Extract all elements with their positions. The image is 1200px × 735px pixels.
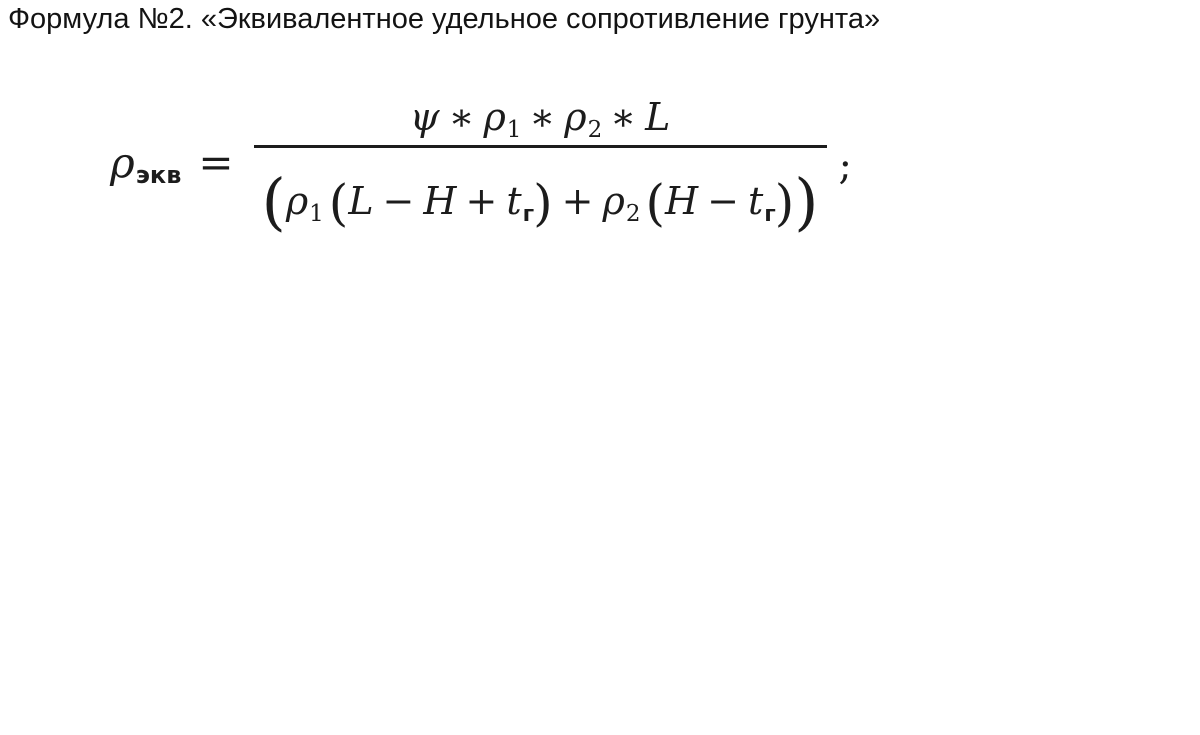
rho-2-symbol: ρ <box>564 95 587 139</box>
rho-2-subscript-den: 2 <box>625 201 641 227</box>
rho-symbol: ρ <box>110 137 135 187</box>
L-symbol-group1: L <box>348 179 374 223</box>
group-2-open-paren: ( <box>645 174 666 232</box>
group-1-close-paren: ) <box>533 174 553 232</box>
rho-1-symbol: ρ <box>483 95 506 139</box>
plus-op-main: + <box>561 179 594 223</box>
fraction-denominator <box>254 148 827 238</box>
fraction-numerator <box>396 95 685 145</box>
rho-1-symbol-den: ρ <box>285 179 309 223</box>
multiply-op-2: ∗ <box>529 95 556 139</box>
H-symbol-group1: H <box>423 179 457 223</box>
fraction <box>254 95 827 238</box>
page-title: Формула №2. «Эквивалентное удельное сопротивление грунта» <box>8 3 881 35</box>
t-symbol-group1: t <box>506 179 522 223</box>
L-symbol-numerator: L <box>645 95 671 139</box>
rho-subscript-ekv: экв <box>135 160 182 189</box>
plus-op-inner: + <box>465 179 498 223</box>
H-symbol-group2: H <box>665 179 699 223</box>
rho-1-subscript-den: 1 <box>309 201 324 227</box>
minus-op-1: − <box>382 179 415 223</box>
t-subscript-g-2: г <box>764 202 776 227</box>
group-2-close-paren: ) <box>774 174 795 232</box>
group-1-open-paren: ( <box>328 174 349 232</box>
multiply-op-1: ∗ <box>448 95 475 139</box>
rho-2-subscript: 2 <box>587 117 603 143</box>
formula-terminator: ; <box>838 143 852 189</box>
outer-open-paren: ( <box>261 165 286 238</box>
outer-close-paren: ) <box>794 165 819 238</box>
rho-1-subscript: 1 <box>506 117 522 143</box>
multiply-op-3: ∗ <box>610 95 637 139</box>
rho-2-symbol-den: ρ <box>602 179 625 223</box>
equals-sign: = <box>198 137 234 187</box>
psi-symbol: ψ <box>409 95 440 139</box>
t-subscript-g-1: г <box>522 202 535 227</box>
formula-left-side <box>110 138 186 187</box>
minus-op-2: − <box>707 179 739 223</box>
t-symbol-group2: t <box>748 179 764 223</box>
formula-equation <box>110 95 852 238</box>
